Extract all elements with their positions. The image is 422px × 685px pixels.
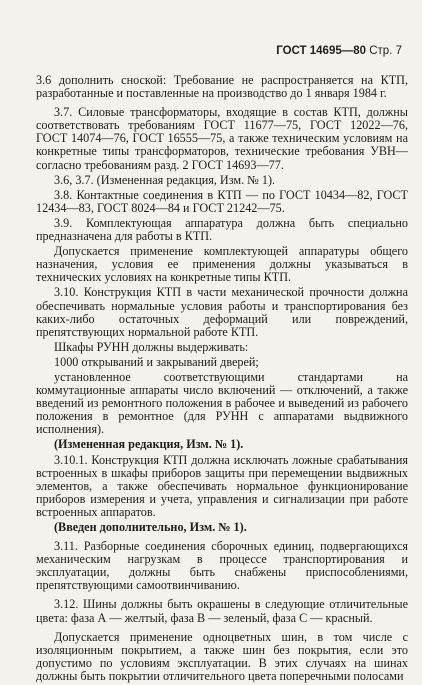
amendment-note-3-10: (Измененная редакция, Изм. № 1). xyxy=(54,437,244,452)
paragraph-3-9: 3.9. Комплектующая аппаратура должна быть специально предназначена для работы в КТП. xyxy=(36,215,408,244)
paragraph-3-12: 3.12. Шины должны быть окрашены в следующие отличительные цвета: фаза А — желтый, фаза В — зеленый, фаза С — красный. xyxy=(36,597,408,625)
addition-note-3-10-1: (Введен дополнительно, Изм. № 1). xyxy=(54,520,247,534)
paragraph-3-7: 3.7. Силовые трансформаторы, входящие в состав КТП, должны соответствовать требованиям ГОСТ 11677—75, ГОСТ 12022—76, ГОСТ 14074—76, ГОСТ 16555—75, а также техническим условиям на конкретные типы трансформаторов, технические требования УВН—согласно требованиям разд. 2 ГОСТ 14693—77. xyxy=(36,105,408,172)
paragraph-3-11: 3.11. Разборные соединения сборочных единиц, подвергающихся механическим нагрузкам в процессе транспортирования и эксплуатации, должны быть снабжены приспособлениями, препятствующими самоотвинчиванию. xyxy=(36,539,408,593)
page-number: Стр. 7 xyxy=(369,45,402,57)
paragraph-3-10-cabinets: Шкафы РУНН должны выдерживать: xyxy=(54,339,249,354)
paragraph-3-6-note: 3.6 дополнить сноской: Требование не распространяется на КТП, разработанные и поставленные на производство до 1 января 1984 г. xyxy=(36,73,408,101)
paragraph-3-10-switching: установленное соответствующими стандартами на коммутационные аппараты число включений — отключений, а также введений из ремонтного положения в рабочее и выведений из рабочего положения в ремонтное (для РУНН с аппаратами выдвижного исполнения). xyxy=(36,369,408,437)
standard-number: ГОСТ 14695—80 xyxy=(276,45,367,57)
paragraph-3-10: 3.10. Конструкция КТП в части механической прочности должна обеспечивать нормальные условия работы и транспортирования без каких-либо остаточных деформаций или повреждений, препятствующих нормальной работе КТП. xyxy=(36,285,408,339)
paragraph-3-12-allowance: Допускается применение одноцветных шин, в том числе с изоляционным покрытием, а также шин без покрытия, если это допустимо по условиям эксплуатации. В этих случаях на шинах должны быть покрытии отличительного цвета поперечными полосами xyxy=(36,629,408,683)
paragraph-3-8: 3.8. Контактные соединения в КТП — по ГОСТ 10434—82, ГОСТ 12434—83, ГОСТ 8024—84 и ГОСТ 21242—75. xyxy=(36,187,408,215)
paragraph-3-9-allowance: Допускается применение комплектующей аппаратуры общего назначения, условия ее применения должны указываться в технических условиях на конкретные типы КТП. xyxy=(36,244,408,285)
amendment-note-3-6-3-7: 3.6, 3.7. (Измененная редакция, Изм. № 1). xyxy=(54,172,276,187)
paragraph-3-10-1: 3.10.1. Конструкция КТП должна исключать ложные срабатывания встроенных в шкафы приборов защиты при перемещении выдвижных элементов, а также обеспечивать нормальное функционирование приборов измерения и учета, управления и сигнализации при работе встроенных аппаратов. xyxy=(36,452,408,519)
document-body xyxy=(36,74,408,685)
paragraph-3-10-doors: 1000 открываний и закрываний дверей; xyxy=(54,354,259,369)
page-header xyxy=(276,45,402,57)
